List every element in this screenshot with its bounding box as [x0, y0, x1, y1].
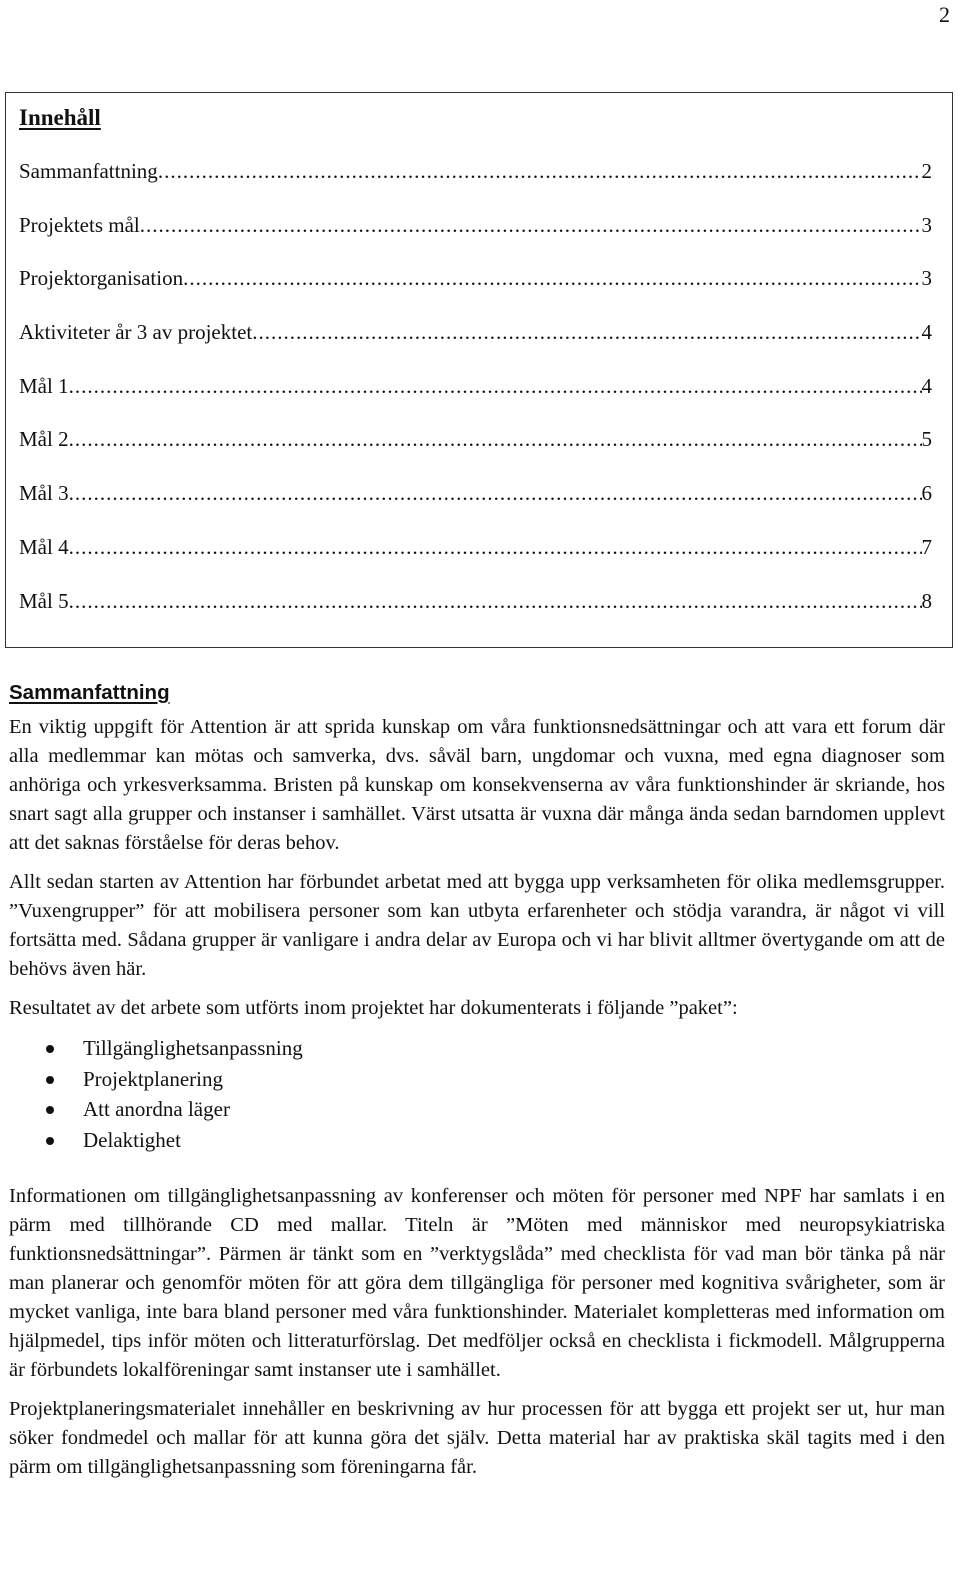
toc-entry-page: 7	[921, 534, 932, 559]
list-item	[9, 1125, 945, 1156]
toc-leader-dots	[69, 425, 922, 453]
toc-entry-title: Sammanfattning	[19, 159, 158, 183]
toc-entry-title: Projektorganisation	[19, 266, 184, 291]
toc-entry-page: 5	[921, 427, 932, 452]
toc-entry[interactable]	[19, 211, 932, 265]
toc-list	[19, 157, 932, 640]
list-item	[9, 1064, 945, 1095]
toc-entry[interactable]	[19, 479, 932, 533]
toc-leader-dots	[69, 533, 922, 561]
toc-entry[interactable]	[19, 372, 932, 426]
toc-entry-title: Mål 1	[19, 373, 69, 398]
toc-leader-dots	[183, 264, 921, 292]
toc-entry[interactable]	[19, 318, 932, 372]
toc-entry[interactable]	[19, 264, 932, 318]
toc-leader-dots	[140, 211, 922, 239]
bullet-icon	[46, 1076, 54, 1084]
bullet-icon	[46, 1106, 54, 1114]
list-item	[9, 1094, 945, 1125]
toc-heading: Innehåll	[19, 105, 101, 130]
section-heading: Sammanfattning	[9, 681, 170, 704]
toc-entry-title: Mål 4	[19, 534, 69, 559]
toc-entry-page: 8	[921, 588, 932, 613]
bullet-icon	[46, 1045, 54, 1053]
toc-leader-dots	[158, 157, 922, 185]
page-number: 2	[939, 2, 950, 27]
list-item-text: Delaktighet	[83, 1128, 181, 1153]
paragraph: Informationen om tillgänglighetsanpassning av konferenser och möten för personer med NPF har samlats i en pärm med tillhörande CD med mallar. Titeln är ”Möten med människor med neuropsykiatriska funktionsnedsättningar”. Pärmen är tänkt som en ”verktygslåda” med checklista för vad man bör tänka på när man planerar och genomför möten för att göra dem tillgängliga för personer med kognitiva svårigheter, som är mycket vanliga, inte bara bland personer med våra funktionshinder. Materialet kompletteras med information om hjälpmedel, tips inför möten och litteraturförslag. Det medföljer också en checklista i fickmodell. Målgrupperna är förbundets lokalföreningar samt instanser ute i samhället.	[9, 1184, 945, 1381]
toc-entry-page: 4	[921, 373, 932, 398]
toc-leader-dots	[252, 318, 921, 346]
bullet-list	[9, 1033, 945, 1156]
bullet-icon	[46, 1137, 54, 1145]
toc-entry-page: 4	[921, 320, 932, 345]
toc-entry-page: 2	[921, 159, 932, 183]
summary-section	[9, 678, 945, 1492]
toc-entry-title: Mål 5	[19, 588, 69, 613]
list-item-text: Att anordna läger	[83, 1097, 230, 1122]
toc-entry-title: Projektets mål	[19, 212, 140, 237]
toc-entry-title: Mål 3	[19, 481, 69, 506]
paragraph: Allt sedan starten av Attention har förbundet arbetat med att bygga upp verksamheten för olika medlemsgrupper. ”Vuxengrupper” för att mobilisera personer som kan utbyta erfarenheter och stödja varandra, är något vi vill fortsätta med. Sådana grupper är vanligare i andra delar av Europa och vi har blivit alltmer övertygande om att de behövs även här.	[9, 871, 945, 980]
toc-entry[interactable]	[19, 533, 932, 587]
toc-entry[interactable]	[19, 425, 932, 479]
toc-entry-title: Mål 2	[19, 427, 69, 452]
toc-entry[interactable]	[19, 157, 932, 211]
toc-entry[interactable]	[19, 587, 932, 641]
list-item	[9, 1033, 945, 1064]
toc-entry-page: 3	[921, 266, 932, 291]
list-item-text: Tillgänglighetsanpassning	[83, 1036, 303, 1060]
toc-leader-dots	[69, 587, 922, 615]
list-item-text: Projektplanering	[83, 1066, 223, 1091]
toc-entry-page: 3	[921, 212, 932, 237]
paragraph: Resultatet av det arbete som utförts inom projektet har dokumenterats i följande ”paket”:	[9, 997, 738, 1019]
toc-entry-page: 6	[921, 481, 932, 506]
toc-leader-dots	[69, 479, 922, 507]
paragraph: En viktig uppgift för Attention är att sprida kunskap om våra funktionsnedsättningar och att vara ett forum där alla medlemmar kan mötas och samverka, dvs. såväl barn, ungdomar och vuxna, med egna diagnoser som anhöriga och yrkesverksamma. Bristen på kunskap om konsekvenserna av våra funktionshinder är skriande, hos snart sagt alla grupper och instanser i samhället. Värst utsatta är vuxna där många ända sedan barndomen upplevt att det saknas förståelse för deras behov.	[9, 716, 945, 854]
table-of-contents	[5, 92, 953, 648]
paragraph: Projektplaneringsmaterialet innehåller en beskrivning av hur processen för att bygga ett projekt ser ut, hur man söker fondmedel och mallar för att kunna göra det själv. Detta material har av praktiska skäl tagits med i den pärm om tillgänglighetsanpassning som föreningarna får.	[9, 1397, 945, 1478]
toc-entry-title: Aktiviteter år 3 av projektet	[19, 320, 253, 345]
toc-leader-dots	[69, 372, 922, 400]
